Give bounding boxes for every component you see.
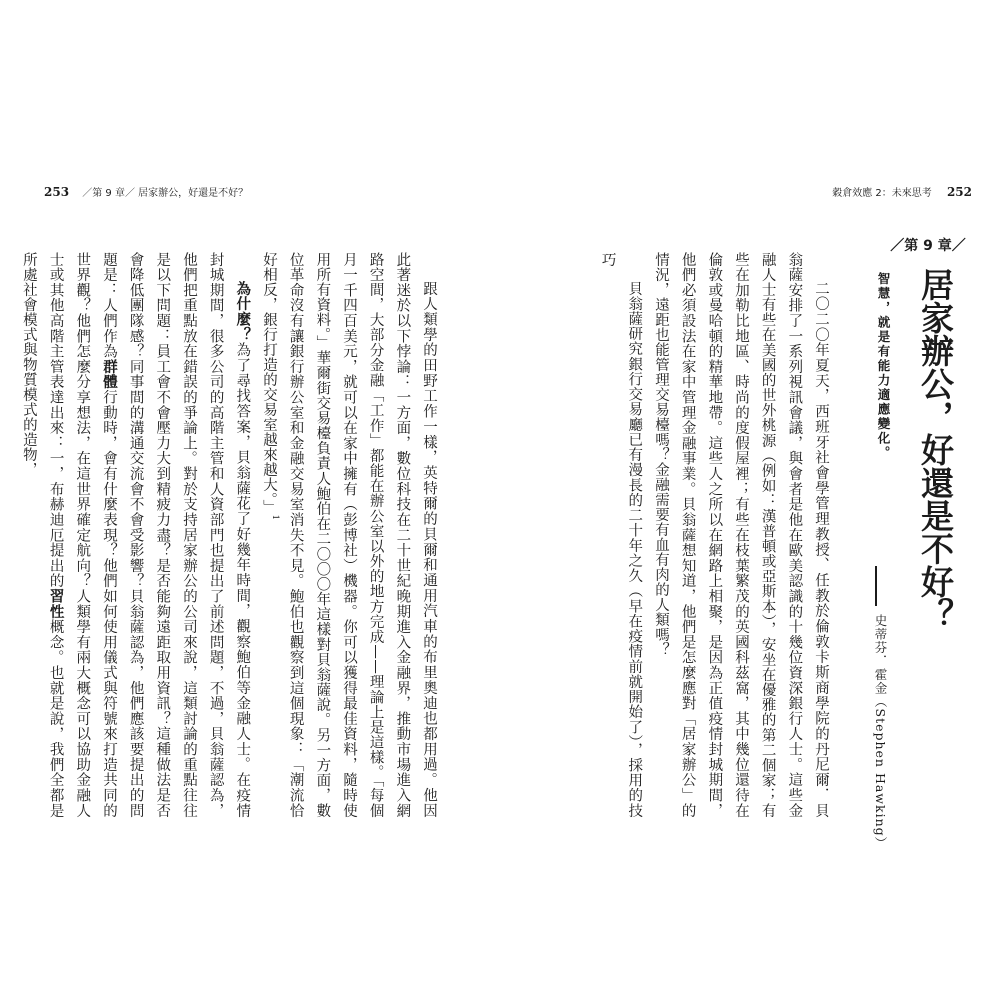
text-run: 概念。也就是說，我們全都是所處社會模式與物質模式的造物， (20, 252, 64, 819)
text-run: 貝翁薩研究銀行交易廳已有漫長的二十年之久（早在疫情前就開始了），採用的技巧 (599, 252, 643, 818)
right-page (500, 0, 1000, 1000)
left-paragraph (255, 252, 442, 818)
text-run: 行動時，會有什麼表現？他們如何使用儀式與符號來打造共同的世界觀？他們怎麼分享想法，在這世界確定航向？人類學有兩大概念可以協助金融人士或其他高階主管表達出來：一，布赫迪厄提出的 (47, 252, 117, 819)
epigraph: 智慧，就是有能力適應變化。 (876, 272, 891, 461)
right-header-book-title: 穀倉效應 2：未來思考 (832, 188, 932, 199)
right-paragraph (647, 252, 834, 818)
attribution-dash (875, 566, 877, 606)
bold-term: 為什麼？ (234, 281, 252, 343)
bold-term: 群體 (100, 359, 118, 390)
left-body-text (20, 252, 442, 819)
chapter-title: 居家辦公，好還是不好？ (916, 268, 955, 631)
left-header-chapter-label: ／第 9 章／ (82, 188, 135, 199)
right-body-text (599, 252, 834, 818)
right-page-number: 252 (946, 185, 972, 199)
text-run: 二〇二〇年夏天，西班牙社會學管理教授、任教於倫敦卡斯商學院的丹尼爾．貝翁薩安排了一系列視訊會議，與會者是他在歐美認識的十幾位資深銀行人士。這些金融人士有些在美國的世外桃源（例如：漢普頓或亞斯本），安坐在優雅的第二個家；有些在加勒比地區、時尚的度假屋裡；有些在枝葉繁茂的英國科茲窩，其中幾位還待在倫敦或曼哈頓的精華地帶。這些人之所以在網路上相聚，是因為正值疫情封城期間，他們必須設法在家中管理金融事業。貝翁薩想知道，他們是怎麼應對「居家辦公」的情況，遠距也能管理交易檯嗎？金融需要有血有肉的人類嗎？ (652, 252, 829, 818)
left-paragraph (15, 252, 255, 818)
right-running-head (832, 182, 972, 202)
left-page-number: 253 (44, 185, 70, 199)
chapter-label: ／第 9 章／ (890, 238, 966, 254)
left-running-head (44, 182, 248, 202)
right-paragraph (594, 252, 647, 818)
text-run: 跟人類學的田野工作一樣，英特爾的貝爾和通用汽車的布里奧迪也都用過。他因此著迷於以下悖論：一方面，數位科技在二十世紀晚期進入金融界，推動市場進入網路空間，大部分金融「工作」都能在辦公室以外的地方完成——理論上是這樣。「每個月一千四百美元，就可以在家中擁有（彭博社）機器。你可以獲得最佳資料，隨時使用所有資料。」華爾街交易檯負責人鮑伯在二〇〇〇年這樣對貝翁薩說。另一方面，數位革命沒有讓銀行辦公室和金融交易室消失不見。鮑伯也觀察到這個現象：「潮流恰好相反，銀行打造的交易室越來越大。」 (260, 252, 437, 818)
left-header-chapter-title: 居家辦公，好還是不好？ (138, 188, 249, 199)
text-run: 為了尋找答案，貝翁薩花了好幾年時間，觀察鮑伯等金融人士。在疫情封城期間，很多公司的高階主管和人資部門也提出了前述問題，不過，貝翁薩認為，他們把重點放在錯誤的爭論上。對於支持居家辦公的公司來說，這類討論的重點往往是以下問題：員工會不會壓力大到精疲力盡？是否能夠遠距取用資訊？這種做法是否會降低團隊感？同事間的溝通交流會不會受影響？貝翁薩認為，他們應該要提出的問題是：人們作為 (100, 252, 251, 819)
bold-term: 習性 (47, 588, 65, 620)
epigraph-attribution: 史蒂芬．霍金（Stephen Hawking） (873, 614, 888, 851)
footnote-marker: 1 (270, 514, 280, 521)
